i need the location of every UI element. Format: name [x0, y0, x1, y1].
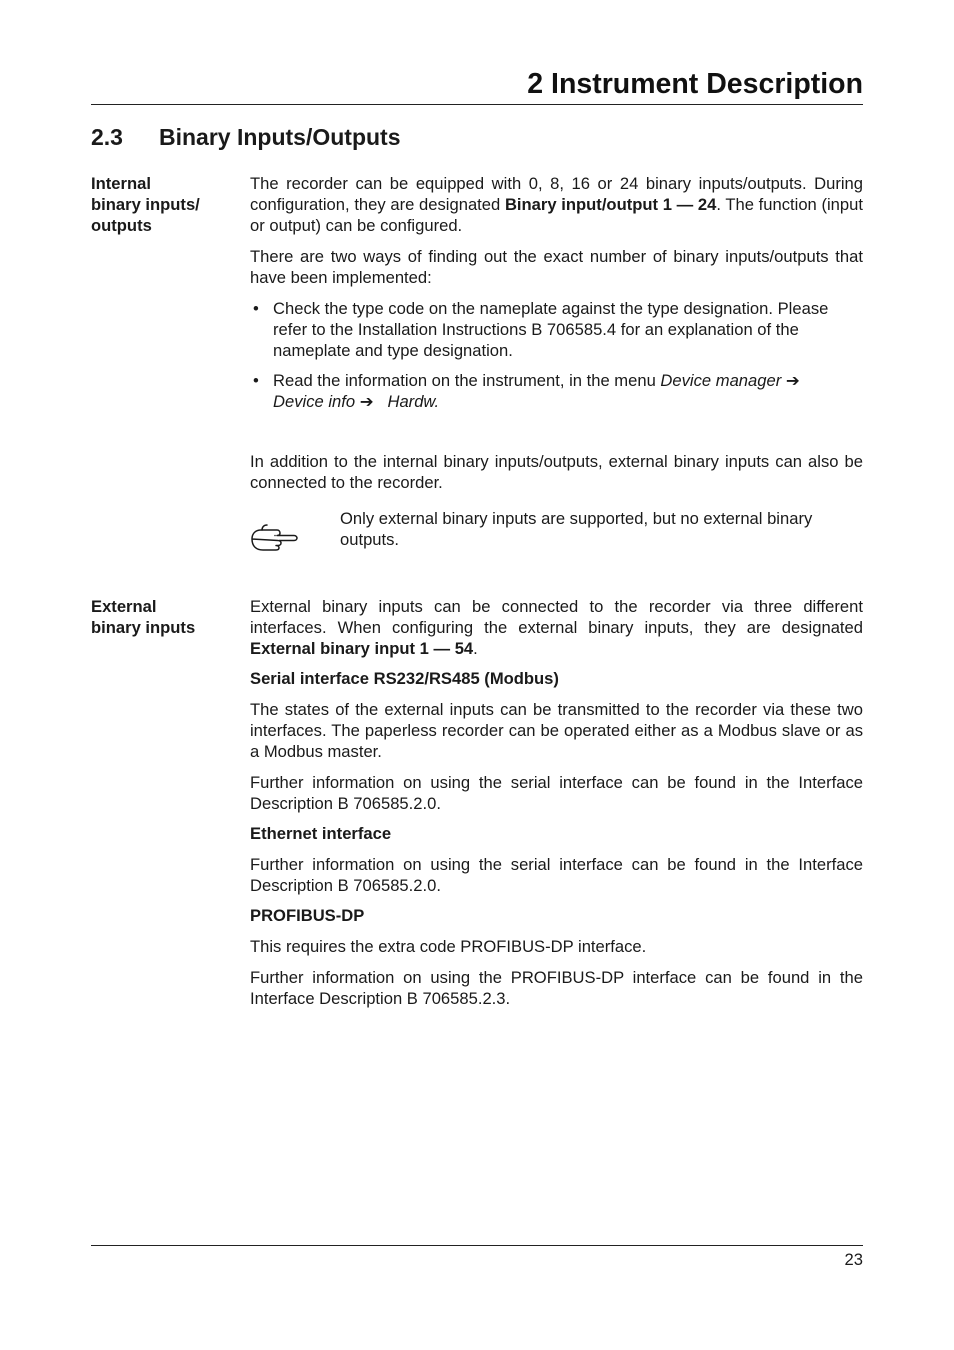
text-run: .	[473, 639, 478, 658]
header-rule	[91, 104, 863, 105]
side-label-line: External	[91, 597, 157, 616]
side-label-line: outputs	[91, 216, 152, 235]
bullet-dot: •	[253, 299, 259, 318]
section-heading	[91, 122, 401, 152]
side-label-line: binary inputs/	[91, 195, 200, 214]
subheading-serial: Serial interface RS232/RS485 (Modbus)	[250, 669, 559, 688]
external-body	[250, 596, 863, 1009]
note-text: Only external binary inputs are supported, but no external binary outputs.	[340, 509, 813, 549]
bullet-dot: •	[253, 371, 259, 390]
internal-paragraph-1	[250, 173, 863, 236]
internal-paragraph-3: In addition to the internal binary inputs/outputs, external binary inputs can also be connected to the recorder.	[250, 452, 863, 492]
serial-paragraph-2: Further information on using the serial interface can be found in the Interface Description B 706585.2.0.	[250, 773, 863, 813]
side-label-line: Internal	[91, 174, 151, 193]
bullet-text: Read the information on the instrument, in the menu	[273, 371, 661, 390]
bullet-text: Check the type code on the nameplate against the type designation. Please refer to the Installation Instructions B 706585.4 for an explanation of the nameplate and type designation.	[273, 299, 829, 360]
section-number: 2.3	[91, 124, 123, 150]
profibus-paragraph-2: Further information on using the PROFIBUS-DP interface can be found in the Interface Description B 706585.2.3.	[250, 968, 863, 1008]
subheading-ethernet: Ethernet interface	[250, 824, 392, 843]
menu-path-item: Device info	[273, 392, 356, 411]
pointing-hand-icon	[250, 522, 298, 552]
designation-bold: External binary input 1 — 54	[250, 639, 474, 658]
profibus-paragraph-1: This requires the extra code PROFIBUS-DP interface.	[250, 937, 647, 956]
internal-paragraph-2: There are two ways of finding out the exact number of binary inputs/outputs that have been implemented:	[250, 247, 863, 287]
arrow-icon: ➔	[359, 392, 374, 411]
menu-path-item: Device manager	[660, 371, 782, 390]
side-label-line: binary inputs	[91, 618, 196, 637]
page-number: 23	[844, 1250, 863, 1269]
text-run: . The function (input or output) can be configured.	[250, 195, 863, 235]
text-run: External binary inputs can be connected to the recorder via three different interfaces. When configuring the external binary inputs, they are designated	[250, 597, 863, 637]
menu-path-item: Hardw.	[387, 392, 440, 411]
chapter-title: 2 Instrument Description	[527, 68, 863, 100]
section-title: Binary Inputs/Outputs	[159, 124, 401, 150]
designation-bold: Binary input/output 1 — 24	[504, 195, 717, 214]
side-label-internal	[91, 173, 241, 236]
internal-body	[250, 173, 863, 412]
subheading-profibus: PROFIBUS-DP	[250, 906, 365, 925]
ethernet-paragraph-1: Further information on using the serial interface can be found in the Interface Description B 706585.2.0.	[250, 855, 863, 895]
arrow-icon: ➔	[785, 371, 800, 390]
side-label-external	[91, 596, 241, 638]
external-paragraph-1	[250, 596, 863, 659]
list-item	[250, 370, 863, 412]
footer-rule	[91, 1245, 863, 1246]
text-run: The recorder can be equipped with 0, 8, 16 or 24 binary inputs/outputs. During configuration, they are designated	[250, 174, 863, 214]
serial-paragraph-1: The states of the external inputs can be transmitted to the recorder via these two interfaces. The paperless recorder can be operated either as a Modbus slave or as a Modbus master.	[250, 700, 863, 761]
list-item	[250, 298, 863, 361]
